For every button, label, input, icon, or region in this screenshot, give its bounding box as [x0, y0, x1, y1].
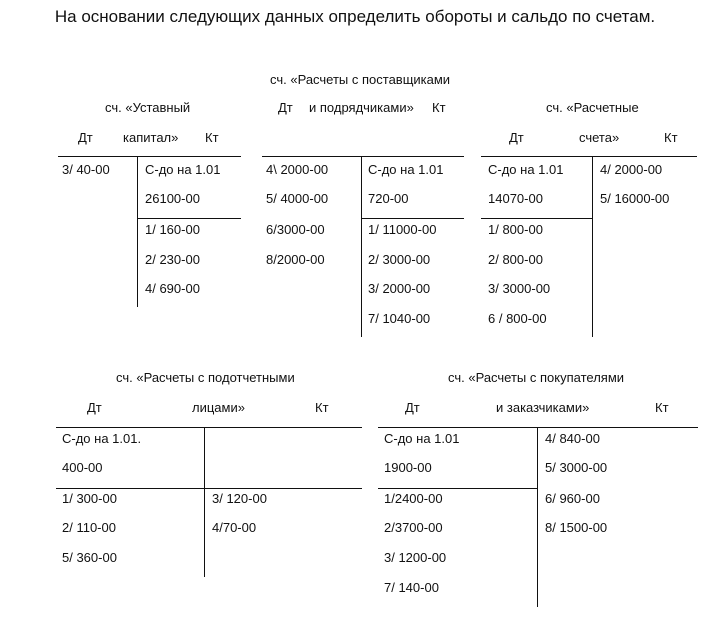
credit-balance-line [137, 218, 241, 219]
credit-label: Кт [664, 130, 678, 145]
account-title-line1: сч. «Расчетные [546, 100, 639, 115]
credit-entry: 4/ 690-00 [145, 281, 200, 296]
debit-entry: 1900-00 [384, 460, 432, 475]
account-divider [537, 427, 538, 607]
credit-label: Кт [655, 400, 669, 415]
credit-entry: 5/ 16000-00 [600, 191, 670, 206]
account-title-line2: счета» [579, 130, 620, 145]
debit-entry: 1/ 800-00 [488, 222, 543, 237]
balance-line [56, 488, 362, 489]
credit-entry: 3/ 2000-00 [368, 281, 431, 296]
account-top-line [262, 156, 464, 157]
credit-entry: 4/ 2000-00 [600, 162, 663, 177]
account-title-line2: и подрядчиками» [309, 100, 414, 115]
debit-balance-line [481, 218, 592, 219]
account-divider [592, 156, 593, 337]
debit-entry: 6/3000-00 [266, 222, 325, 237]
account-top-line [378, 427, 698, 428]
credit-label: Кт [205, 130, 219, 145]
credit-entry: 720-00 [368, 191, 409, 206]
debit-label: Дт [278, 100, 293, 115]
account-top-line [481, 156, 697, 157]
debit-entry: 2/ 110-00 [62, 520, 116, 535]
credit-entry: 26100-00 [145, 191, 200, 206]
credit-entry: 7/ 1040-00 [368, 311, 431, 326]
debit-entry: С-до на 1.01 [488, 162, 564, 177]
debit-entry: 14070-00 [488, 191, 543, 206]
account-divider [204, 427, 205, 577]
credit-entry: 1/ 160-00 [145, 222, 200, 237]
account-title-line1: сч. «Расчеты с покупателями [448, 370, 625, 385]
account-divider [361, 156, 362, 337]
account-top-line [56, 427, 362, 428]
debit-entry: 6 / 800-00 [488, 311, 547, 326]
account-title-line2: и заказчиками» [496, 400, 590, 415]
credit-label: Кт [432, 100, 446, 115]
debit-entry: С-до на 1.01 [384, 431, 460, 446]
debit-entry: С-до на 1.01. [62, 431, 142, 446]
account-title-line2: капитал» [123, 130, 179, 145]
credit-entry: 6/ 960-00 [545, 491, 600, 506]
account-top-line [58, 156, 241, 157]
credit-entry: С-до на 1.01 [145, 162, 221, 177]
debit-entry: 5/ 4000-00 [266, 191, 329, 206]
debit-entry: 400-00 [62, 460, 103, 475]
debit-entry: 8/2000-00 [266, 252, 325, 267]
credit-entry: 2/ 230-00 [145, 252, 200, 267]
credit-balance-line [361, 218, 464, 219]
account-title-line1: сч. «Расчеты с поставщиками [270, 72, 451, 87]
debit-label: Дт [78, 130, 93, 145]
debit-entry: 5/ 360-00 [62, 550, 117, 565]
debit-entry: 3/ 40-00 [62, 162, 110, 177]
debit-entry: 1/2400-00 [384, 491, 443, 506]
debit-balance-line [378, 488, 537, 489]
credit-entry: 3/ 120-00 [212, 491, 267, 506]
credit-label: Кт [315, 400, 329, 415]
credit-entry: 4/70-00 [212, 520, 257, 535]
debit-entry: 7/ 140-00 [384, 580, 439, 595]
credit-entry: С-до на 1.01 [368, 162, 444, 177]
debit-label: Дт [87, 400, 102, 415]
debit-label: Дт [509, 130, 524, 145]
debit-entry: 2/3700-00 [384, 520, 443, 535]
credit-entry: 5/ 3000-00 [545, 460, 608, 475]
debit-entry: 1/ 300-00 [62, 491, 117, 506]
credit-entry: 8/ 1500-00 [545, 520, 608, 535]
debit-entry: 4\ 2000-00 [266, 162, 329, 177]
debit-entry: 3/ 1200-00 [384, 550, 447, 565]
debit-entry: 3/ 3000-00 [488, 281, 551, 296]
debit-label: Дт [405, 400, 420, 415]
account-title-line2: лицами» [192, 400, 245, 415]
task-title: На основании следующих данных определить обороты и сальдо по счетам. [54, 7, 656, 26]
credit-entry: 1/ 11000-00 [368, 222, 437, 237]
account-title-line1: сч. «Расчеты с подотчетными [116, 370, 295, 385]
debit-entry: 2/ 800-00 [488, 252, 543, 267]
credit-entry: 4/ 840-00 [545, 431, 600, 446]
account-divider [137, 156, 138, 307]
credit-entry: 2/ 3000-00 [368, 252, 431, 267]
account-title-line1: сч. «Уставный [105, 100, 191, 115]
